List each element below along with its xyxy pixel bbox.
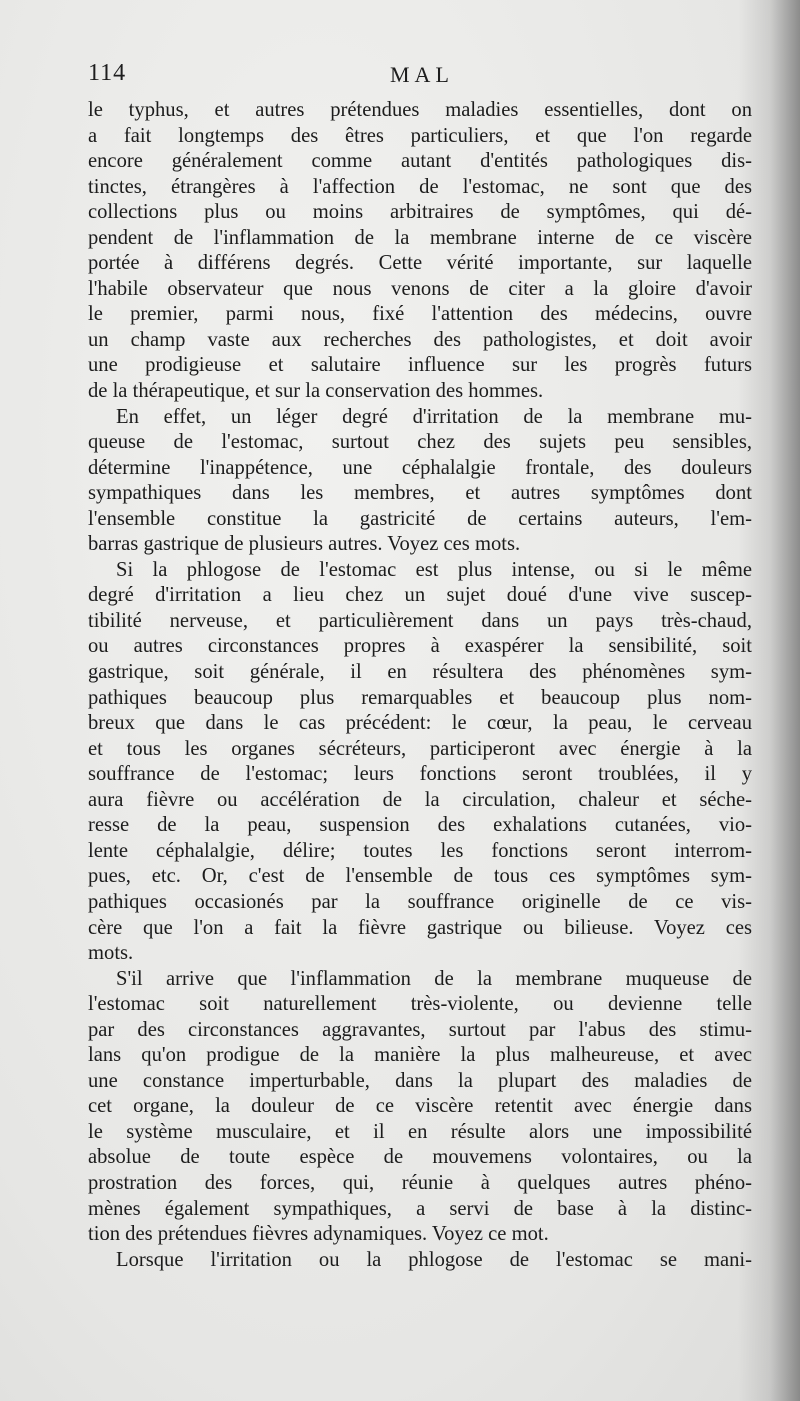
paragraph-2	[88, 405, 752, 558]
text-line: sympathiques dans les membres, et autres symptômes dont	[88, 482, 752, 505]
running-head: MAL	[390, 62, 454, 87]
text-line: ou autres circonstances propres à exaspérer la sensibilité, soit	[88, 635, 752, 658]
text-line: l'ensemble constitue la gastricité de certains auteurs, l'em-	[88, 507, 752, 530]
text-line: l'habile observateur que nous venons de citer a la gloire d'avoir	[88, 277, 752, 300]
text-line: prostration des forces, qui, réunie à quelques autres phéno-	[88, 1171, 752, 1194]
paragraph-3	[88, 558, 752, 967]
text-line: Si la phlogose de l'estomac est plus intense, ou si le même	[116, 558, 752, 581]
text-line: de la thérapeutique, et sur la conservation des hommes.	[88, 380, 544, 403]
text-line: breux que dans le cas précédent: le cœur, la peau, le cerveau	[88, 712, 752, 735]
text-line: l'estomac soit naturellement très-violente, ou devienne telle	[88, 993, 752, 1016]
text-line: collections plus ou moins arbitraires de symptômes, qui dé-	[88, 201, 752, 224]
text-line: mots.	[88, 942, 134, 965]
paragraph-1	[88, 98, 752, 405]
text-line: cère que l'on a fait la fièvre gastrique ou bilieuse. Voyez ces	[88, 916, 752, 939]
text-line: tion des prétendues fièvres adynamiques. Voyez ce mot.	[88, 1223, 549, 1246]
text-line: En effet, un léger degré d'irritation de la membrane mu-	[116, 405, 752, 428]
text-line: encore généralement comme autant d'entités pathologiques dis-	[88, 150, 752, 173]
text-line: pendent de l'inflammation de la membrane interne de ce viscère	[88, 226, 752, 249]
text-line: barras gastrique de plusieurs autres. Voyez ces mots.	[88, 533, 521, 556]
text-line: le système musculaire, et il en résulte alors une impossibilité	[88, 1120, 752, 1143]
text-line: une constance imperturbable, dans la plupart des maladies de	[88, 1069, 752, 1092]
text-line: lans qu'on prodigue de la manière la plus malheureuse, et avec	[88, 1044, 752, 1067]
text-line: resse de la peau, suspension des exhalations cutanées, vio-	[88, 814, 752, 837]
text-line: degré d'irritation a lieu chez un sujet doué d'une vive suscep-	[88, 584, 752, 607]
text-line: Lorsque l'irritation ou la phlogose de l'estomac se mani-	[116, 1248, 752, 1271]
text-line: S'il arrive que l'inflammation de la membrane muqueuse de	[116, 967, 752, 990]
body-text	[88, 98, 752, 1273]
page-number: 114	[88, 60, 127, 86]
text-line: absolue de toute espèce de mouvemens volontaires, ou la	[88, 1146, 752, 1169]
text-line: a fait longtemps des êtres particuliers, et que l'on regarde	[88, 124, 752, 147]
text-line: le premier, parmi nous, fixé l'attention des médecins, ouvre	[88, 303, 752, 326]
text-line: et tous les organes sécréteurs, participeront avec énergie à la	[88, 737, 752, 760]
text-line: mènes également sympathiques, a servi de base à la distinc-	[88, 1197, 752, 1220]
text-line: queuse de l'estomac, surtout chez des sujets peu sensibles,	[88, 431, 752, 454]
text-line: cet organe, la douleur de ce viscère retentit avec énergie dans	[88, 1095, 752, 1118]
text-line: pathiques beaucoup plus remarquables et beaucoup plus nom-	[88, 686, 752, 709]
text-line: gastrique, soit générale, il en résultera des phénomènes sym-	[88, 661, 752, 684]
text-line: détermine l'inappétence, une céphalalgie frontale, des douleurs	[88, 456, 752, 479]
text-line: tibilité nerveuse, et particulièrement dans un pays très-chaud,	[88, 609, 752, 632]
text-line: lente céphalalgie, délire; toutes les fonctions seront interrom-	[88, 839, 752, 862]
text-line: pues, etc. Or, c'est de l'ensemble de tous ces symptômes sym-	[88, 865, 752, 888]
text-line: un champ vaste aux recherches des pathologistes, et doit avoir	[88, 328, 752, 351]
text-line: aura fièvre ou accélération de la circulation, chaleur et séche-	[88, 788, 752, 811]
text-line: pathiques occasionés par la souffrance originelle de ce vis-	[88, 890, 752, 913]
text-line: le typhus, et autres prétendues maladies essentielles, dont on	[88, 99, 752, 121]
paragraph-5	[88, 1248, 752, 1274]
text-line: portée à différens degrés. Cette vérité importante, sur laquelle	[88, 252, 752, 275]
text-line: une prodigieuse et salutaire influence sur les progrès futurs	[88, 354, 752, 377]
paragraph-4	[88, 967, 752, 1248]
text-line: tinctes, étrangères à l'affection de l'estomac, ne sont que des	[88, 175, 752, 198]
text-line: par des circonstances aggravantes, surtout par l'abus des stimu-	[88, 1018, 752, 1041]
page-header	[88, 60, 740, 96]
text-line: souffrance de l'estomac; leurs fonctions seront troublées, il y	[88, 763, 752, 786]
